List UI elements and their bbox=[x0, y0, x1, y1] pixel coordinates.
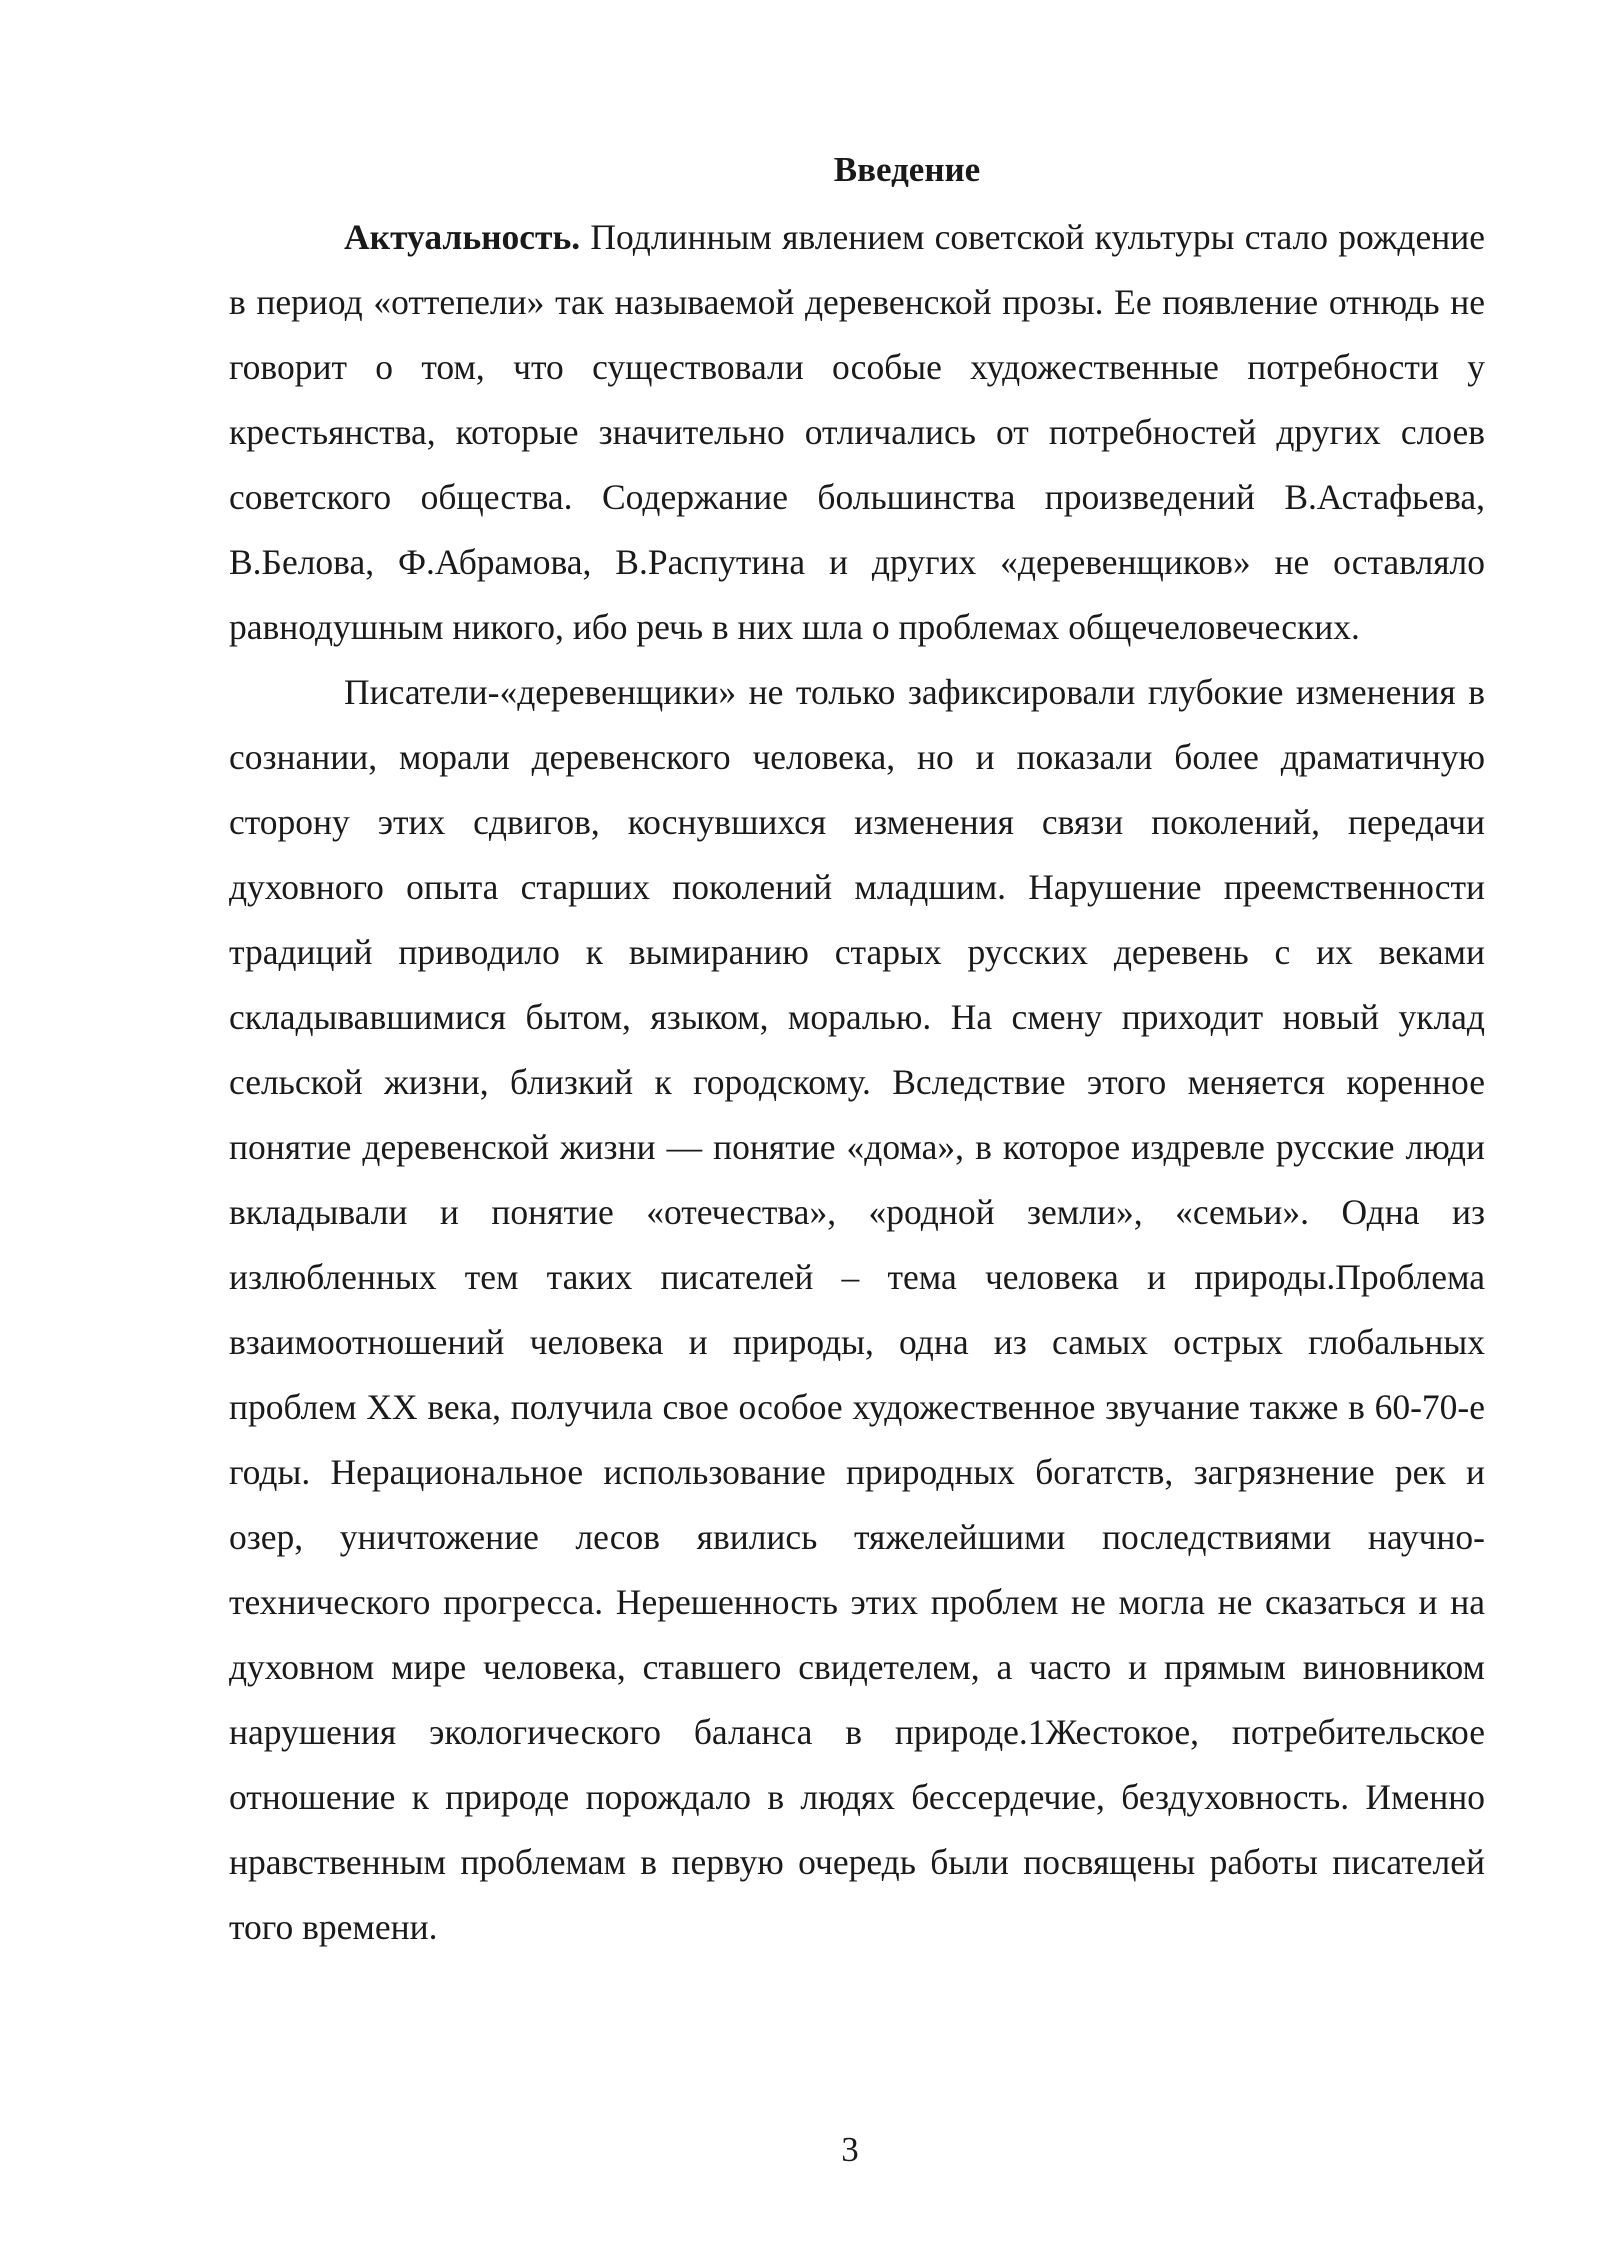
paragraph-village-writers bbox=[229, 660, 1485, 1960]
paragraph-relevance bbox=[229, 205, 1485, 660]
paragraph-text: Подлинным явлением советской культуры стало рождение в период «оттепели» так называемой деревенской прозы. Ее появление отнюдь не говорит о том, что существовали особые художественные потребности у крестьянства, которые значительно отличались от потребностей других слоев советского общества. Содержание большинства произведений В.Астафьева, В.Белова, Ф.Абрамова, В.Распутина и других «деревенщиков» не оставляло равнодушным никого, ибо речь в них шла о проблемах общечеловеческих. bbox=[229, 217, 1485, 647]
paragraph-lead: Актуальность. bbox=[344, 217, 581, 257]
page-content bbox=[229, 140, 1485, 1960]
paragraph-text: Писатели-«деревенщики» не только зафиксировали глубокие изменения в сознании, морали деревенского человека, но и показали более драматичную сторону этих сдвигов, коснувшихся изменения связи поколений, передачи духовного опыта старших поколений младшим. Нарушение преемственности традиций приводило к вымиранию старых русских деревень с их веками складывавшимися бытом, языком, моралью. На смену приходит новый уклад сельской жизни, близкий к городскому. Вследствие этого меняется коренное понятие деревенской жизни — понятие «дома», в которое издревле русские люди вкладывали и понятие «отечества», «родной земли», «семьи». Одна из излюбленных тем таких писателей – тема человека и природы.Проблема взаимоотношений человека и природы, одна из самых острых глобальных проблем XX века, получила свое особое художественное звучание также в 60-70-е годы. Нерациональное использование природных богатств, загрязнение рек и озер, уничтожение лесов явились тяжелейшими последствиями научно-технического прогресса. Нерешенность этих проблем не могла не сказаться и на духовном мире человека, ставшего свидетелем, а часто и прямым виновником нарушения экологического баланса в природе.1Жестокое, потребительское отношение к природе порождало в людях бессердечие, бездуховность. Именно нравственным проблемам в первую очередь были посвящены работы писателей того времени. bbox=[229, 672, 1485, 1947]
page-number: 3 bbox=[841, 2130, 859, 2169]
section-title: Введение bbox=[833, 150, 981, 189]
